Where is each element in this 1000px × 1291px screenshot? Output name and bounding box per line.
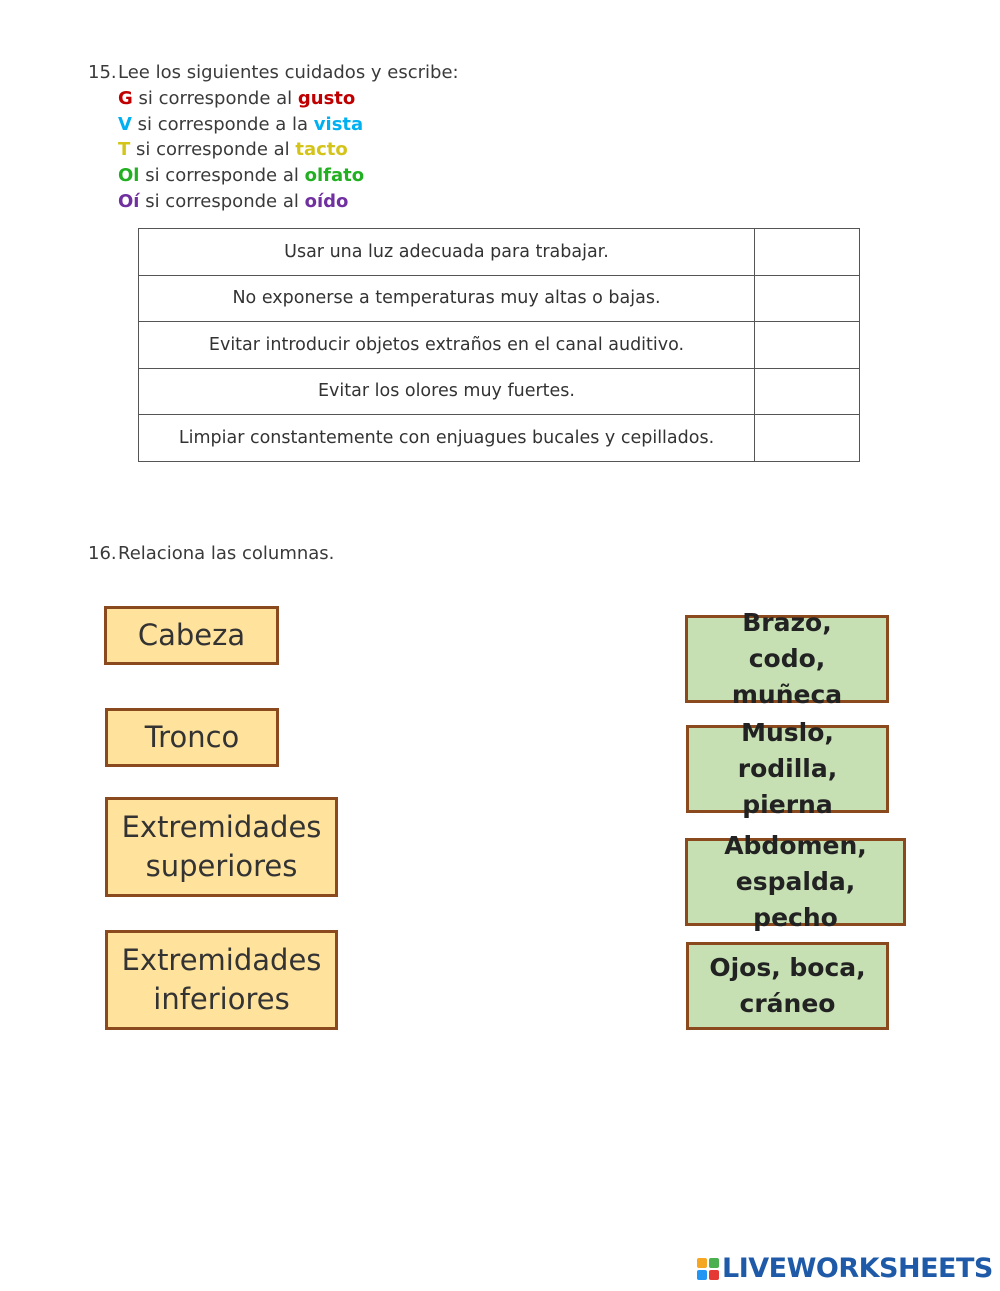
- logo-block: [709, 1270, 719, 1280]
- question-16-number: 16.: [88, 543, 117, 564]
- legend-code: Ol: [118, 165, 140, 187]
- liveworksheets-logo: [697, 1253, 993, 1284]
- question-15-instruction: Lee los siguientes cuidados y escribe:: [118, 62, 459, 83]
- answer-cell[interactable]: [755, 229, 860, 276]
- legend-sense: gusto: [297, 88, 356, 109]
- legend-text: si corresponde al: [132, 88, 298, 109]
- legend-code: G: [118, 88, 133, 109]
- care-table: [138, 228, 860, 462]
- left-box-cabeza[interactable]: Cabeza: [104, 606, 279, 665]
- legend-text: si corresponde a la: [131, 113, 314, 135]
- table-row: [139, 275, 860, 322]
- right-box-abdomen[interactable]: Abdomen, espalda, pecho: [685, 838, 906, 926]
- question-15-number: 15.: [88, 62, 117, 83]
- legend-line-oido: [118, 189, 364, 215]
- legend-code: Oí: [118, 190, 140, 212]
- legend-line-gusto: [118, 86, 364, 112]
- right-box-muslo[interactable]: Muslo, rodilla, pierna: [686, 725, 889, 813]
- legend-line-olfato: [118, 163, 364, 189]
- question-16-instruction: Relaciona las columnas.: [118, 543, 335, 564]
- legend-sense: oído: [304, 190, 349, 212]
- legend-sense: olfato: [304, 165, 365, 187]
- left-box-extremidades-inferiores[interactable]: Extremidades inferiores: [105, 930, 338, 1030]
- answer-cell[interactable]: [755, 415, 860, 462]
- logo-blocks-icon: [697, 1258, 719, 1280]
- answer-cell[interactable]: [755, 368, 860, 415]
- right-box-brazo[interactable]: Brazo, codo, muñeca: [685, 615, 889, 703]
- legend-code: T: [118, 139, 131, 161]
- table-row: [139, 229, 860, 276]
- care-text: Limpiar constantemente con enjuagues bucales y cepillados.: [139, 415, 755, 462]
- legend-line-vista: [118, 112, 364, 138]
- logo-text: LIVEWORKSHEETS: [722, 1253, 993, 1284]
- care-text: Evitar los olores muy fuertes.: [139, 368, 755, 415]
- care-text: No exponerse a temperaturas muy altas o bajas.: [139, 275, 755, 322]
- table-row: [139, 368, 860, 415]
- legend-line-tacto: [118, 137, 364, 163]
- left-box-tronco[interactable]: Tronco: [105, 708, 279, 767]
- legend-sense: tacto: [295, 139, 348, 161]
- answer-cell[interactable]: [755, 322, 860, 369]
- left-box-extremidades-superiores[interactable]: Extremidades superiores: [105, 797, 338, 897]
- question-15-heading: [88, 60, 459, 86]
- legend-text: si corresponde al: [130, 139, 296, 161]
- answer-cell[interactable]: [755, 275, 860, 322]
- table-row: [139, 322, 860, 369]
- sense-legend: [118, 86, 364, 215]
- legend-text: si corresponde al: [139, 190, 305, 212]
- care-text: Evitar introducir objetos extraños en el canal auditivo.: [139, 322, 755, 369]
- logo-block: [709, 1258, 719, 1268]
- legend-code: V: [118, 113, 132, 135]
- legend-sense: vista: [313, 113, 364, 135]
- care-text: Usar una luz adecuada para trabajar.: [139, 229, 755, 276]
- legend-text: si corresponde al: [139, 165, 305, 187]
- table-row: [139, 415, 860, 462]
- logo-block: [697, 1258, 707, 1268]
- logo-block: [697, 1270, 707, 1280]
- right-box-ojos[interactable]: Ojos, boca, cráneo: [686, 942, 889, 1030]
- question-16-heading: [88, 541, 334, 567]
